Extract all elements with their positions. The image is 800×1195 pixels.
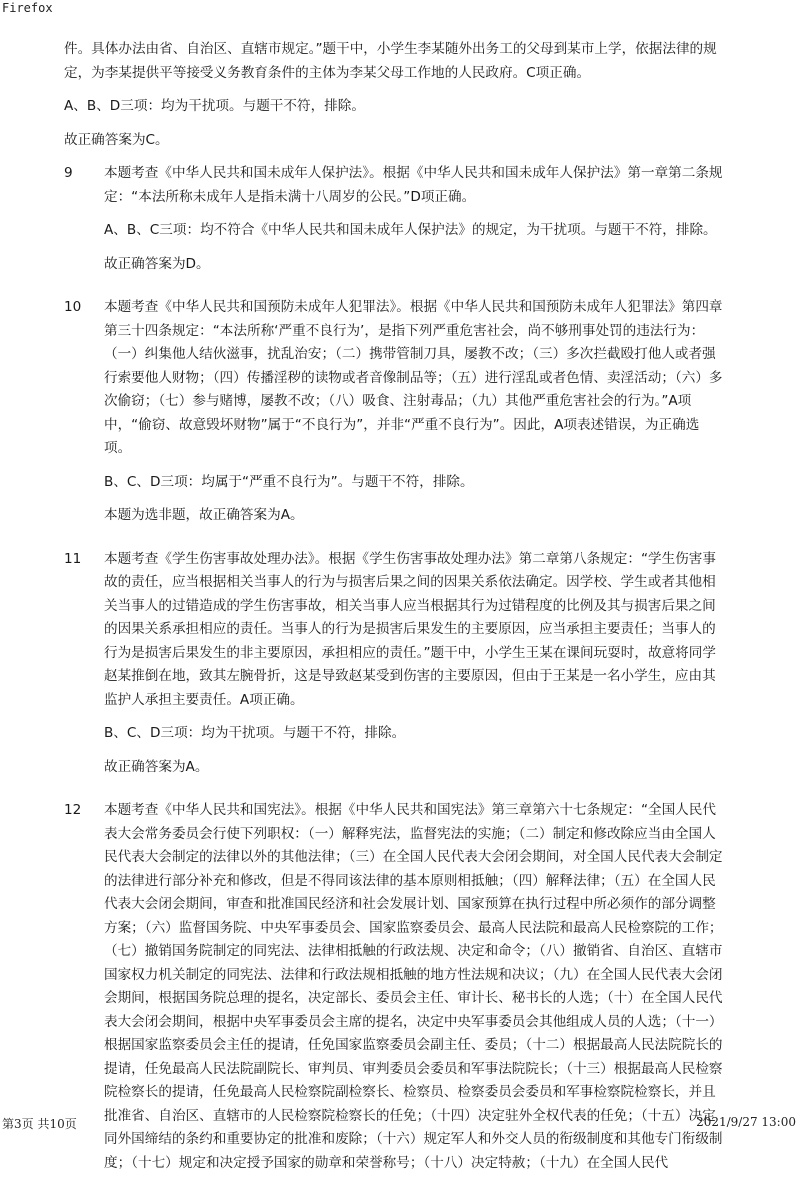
question-explanation — [104, 162, 724, 286]
question-number: 12 — [64, 802, 82, 818]
intro-paragraph: 件。具体办法由省、自治区、直辖市规定。”题干中，小学生李某随外出务工的父母到某市上学，依据法律的规定，为李某提供平等接受义务教育条件的主体为李某父母工作地的人民政府。C项正确。 — [64, 41, 717, 81]
question-item — [64, 548, 724, 790]
question-item — [64, 296, 724, 538]
page-indicator: 第3页 共10页 — [2, 1117, 77, 1131]
answer-line: 本题为选非题，故正确答案为A。 — [104, 507, 304, 523]
question-item — [64, 799, 724, 1185]
question-explanation — [104, 296, 724, 538]
question-item — [64, 162, 724, 286]
explanation-paragraph: 本题考查《学生伤害事故处理办法》。根据《学生伤害事故处理办法》第二章第八条规定：“学生伤害事故的责任，应当根据相关当事人的行为与损害后果之间的因果关系依法确定。因学校、学生或者其他相关当事人的过错造成的学生伤害事故，相关当事人应当根据其行为过错程度的比例及其与损害后果之间的因果关系承担相应的责任。当事人的行为是损害后果发生的主要原因，应当承担主要责任；当事人的行为是损害后果发生的非主要原因，承担相应的责任。”题干中，小学生王某在课间玩耍时，故意将同学赵某推倒在地，致其左腕骨折，这是导致赵某受到伤害的主要原因，但由于王某是一名小学生，应由其监护人承担主要责任。A项正确。 — [104, 550, 716, 708]
question-explanation — [104, 799, 724, 1185]
question-number: 10 — [64, 299, 82, 315]
intro-paragraph: A、B、D三项：均为干扰项。与题干不符，排除。 — [64, 98, 365, 114]
document-page — [64, 38, 724, 1195]
explanation-paragraph: B、C、D三项：均为干扰项。与题干不符，排除。 — [104, 725, 406, 741]
answer-line: 故正确答案为D。 — [104, 255, 210, 272]
explanation-paragraph: 本题考查《中华人民共和国宪法》。根据《中华人民共和国宪法》第三章第六十七条规定：“全国人民代表大会常务委员会行使下列职权：（一）解释宪法，监督宪法的实施；（二）制定和修改除应当由全国人民代表大会制定的法律以外的其他法律；（三）在全国人民代表大会闭会期间，对全国人民代表大会制定的法律进行部分补充和修改，但是不得同该法律的基本原则相抵触；（四）解释法律；（五）在全国人民代表大会闭会期间，审查和批准国民经济和社会发展计划、国家预算在执行过程中所必须作的部分调整方案；（六）监督国务院、中央军事委员会、国家监察委员会、最高人民法院和最高人民检察院的工作；（七）撤销国务院制定的同宪法、法律相抵触的行政法规、决定和命令；（八）撤销省、自治区、直辖市国家权力机关制定的同宪法、法律和行政法规相抵触的地方性法规和决议；（九）在全国人民代表大会闭会期间，根据国务院总理的提名，决定部长、委员会主任、审计长、秘书长的人选；（十）在全国人民代表大会闭会期间，根据中央军事委员会主席的提名，决定中央军事委员会其他组成人员的人选；（十一）根据国家监察委员会主任的提请，任免国家监察委员会副主任、委员；（十二）根据最高人民法院院长的提请，任免最高人民法院副院长、审判员、审判委员会委员和军事法院院长；（十三）根据最高人民检察院检察长的提请，任免最高人民检察院副检察长、检察员、检察委员会委员和军事检察院检察长，并且批准省、自治区、直辖市的人民检察院检察长的任免；（十四）决定驻外全权代表的任免；（十五）决定同外国缔结的条约和重要协定的批准和废除；（十六）规定军人和外交人员的衔级制度和其他专门衔级制度；（十七）规定和决定授予国家的勋章和荣誉称号；（十八）决定特赦；（十九）在全国人民代 — [104, 802, 723, 1171]
explanation-paragraph: B、C、D三项：均属于“严重不良行为”。与题干不符，排除。 — [104, 473, 474, 490]
explanation-paragraph: 本题考查《中华人民共和国未成年人保护法》。根据《中华人民共和国未成年人保护法》第一章第二条规定：“本法所称未成年人是指未满十八周岁的公民。”D项正确。 — [104, 165, 723, 205]
intro-answer: 故正确答案为C。 — [64, 131, 169, 148]
print-timestamp: 2021/9/27 13:00 — [696, 1115, 796, 1129]
answer-line: 故正确答案为A。 — [104, 758, 209, 775]
explanation-paragraph: 本题考查《中华人民共和国预防未成年人犯罪法》。根据《中华人民共和国预防未成年人犯罪法》第四章第三十四条规定：“本法所称‘严重不良行为’，是指下列严重危害社会，尚不够刑事处罚的违法行为：（一）纠集他人结伙滋事，扰乱治安；（二）携带管制刀具，屡教不改；（三）多次拦截殴打他人或者强行索要他人财物；（四）传播淫秽的读物或者音像制品等；（五）进行淫乱或者色情、卖淫活动；（六）多次偷窃；（七）参与赌博，屡教不改；（八）吸食、注射毒品；（九）其他严重危害社会的行为。”A项中，“偷窃、故意毁坏财物”属于“不良行为”，并非“严重不良行为”。因此，A项表述错误，为正确选项。 — [104, 299, 723, 456]
browser-title: Firefox — [2, 1, 53, 15]
explanation-paragraph: A、B、C三项：均不符合《中华人民共和国未成年人保护法》的规定，为干扰项。与题干不符，排除。 — [104, 222, 717, 238]
question-number: 11 — [64, 550, 82, 567]
question-number: 9 — [64, 165, 73, 181]
question-explanation — [104, 548, 724, 790]
